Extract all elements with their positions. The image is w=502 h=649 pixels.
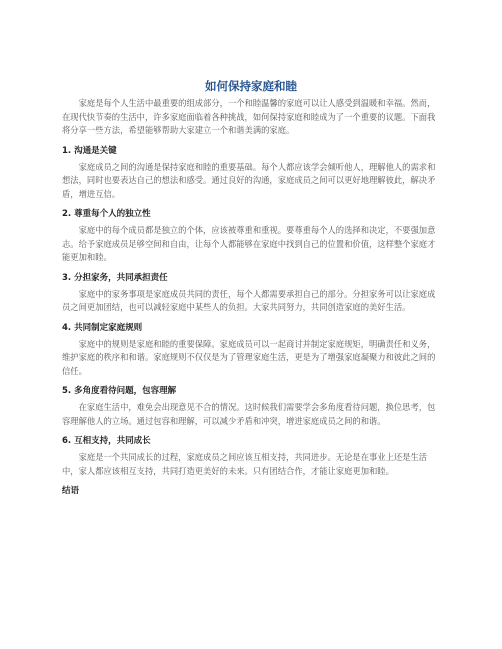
document-title: 如何保持家庭和睦 [205,79,297,93]
section-body: 家庭成员之间的沟通是保持家庭和睦的重要基础。每个人都应该学会倾听他人，理解他人的需求和想法，同时也要表达自己的想法和感受。通过良好的沟通，家庭成员之间可以更好地理解彼此，解决矛盾，增进互信。 [62,161,436,199]
section-body: 家庭中的每个成员都是独立的个体，应该被尊重和重视。要尊重每个人的选择和决定，不要强加意志。给予家庭成员足够空间和自由，让每个人都能够在家庭中找到自己的位置和价值，这样整个家庭才能更加和睦。 [62,225,436,262]
section-body: 家庭是一个共同成长的过程，家庭成员之间应该互相支持，共同进步。无论是在事业上还是生活中，家人都应该相互支持，共同打造更美好的未来。只有团结合作，才能让家庭更加和睦。 [62,452,428,476]
section-heading: 5. 多角度看待问题，包容理解 [62,386,177,396]
section-family-rules [62,322,440,379]
section-heading: 1. 沟通是关键 [62,145,117,156]
section-respect-independence [62,208,440,265]
section-understanding [62,385,440,428]
document-page [62,78,440,501]
section-body: 家庭中的规则是家庭和睦的重要保障。家庭成员可以一起商讨并制定家庭规矩，明确责任和义务，维护家庭的秩序和和谐。家庭规则不仅仅是为了管理家庭生活，更是为了增强家庭凝聚力和彼此之间的信任。 [62,338,436,376]
section-share-housework [62,272,440,315]
section-heading: 结语 [62,486,80,496]
section-body: 家庭中的家务事项是家庭成员共同的责任，每个人都需要承担自己的部分。分担家务可以让家庭成员之间更加团结，也可以减轻家庭中某些人的负担。大家共同努力，共同创造家庭的美好生活。 [62,288,436,312]
section-communication [62,145,440,202]
section-heading: 3. 分担家务，共同承担责任 [62,272,168,283]
intro-paragraph: 家庭是每个人生活中最重要的组成部分，一个和睦温馨的家庭可以让人感受到温暖和幸福。然而，在现代快节奏的生活中，许多家庭面临着各种挑战，如何保持家庭和睦成为了一个重要的议题。下面我将分享一些方法，希望能够帮助大家建立一个和谐美满的家庭。 [62,98,436,135]
section-body: 在家庭生活中，难免会出现意见不合的情况。这时候我们需要学会多角度看待问题，换位思考，包容理解他人的立场。通过包容和理解，可以减少矛盾和冲突，增进家庭成员之间的和谐。 [62,402,436,426]
section-mutual-support [62,435,440,478]
section-conclusion [62,485,440,497]
section-heading: 2. 尊重每个人的独立性 [62,209,151,219]
section-heading: 6. 互相支持，共同成长 [62,436,151,446]
section-heading: 4. 共同制定家庭规则 [62,322,143,333]
